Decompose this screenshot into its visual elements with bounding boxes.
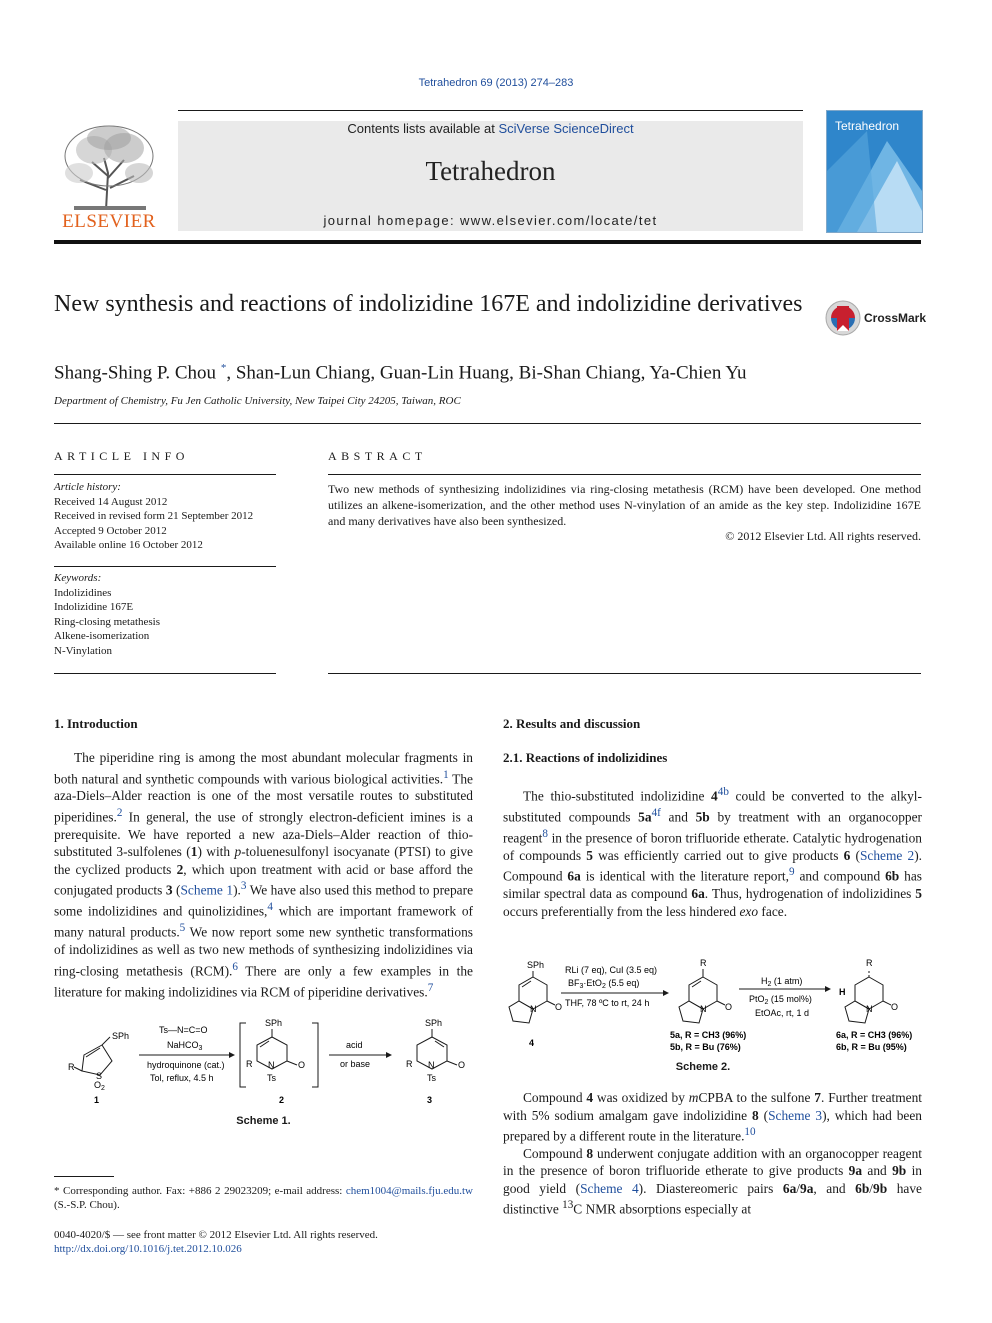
text-run: exo	[739, 903, 759, 919]
arrowhead	[663, 990, 669, 996]
compound-1-structure	[74, 1037, 112, 1075]
compound-number: 6a	[782, 1180, 797, 1196]
condition-organocopper: RLi (7 eq), CuI (3.5 eq)	[565, 965, 658, 975]
compound-number: 6b	[885, 868, 900, 884]
text-run: and	[862, 1163, 893, 1179]
n-label: N	[268, 1060, 275, 1070]
text-run: /	[796, 1180, 800, 1196]
reagent-toluene: Tol, reflux, 4.5 h	[150, 1073, 214, 1083]
contents-prefix: Contents lists available at	[347, 121, 499, 136]
abstract-heading: ABSTRACT	[328, 449, 427, 463]
ts-label: Ts	[267, 1073, 276, 1083]
o-label: O	[458, 1060, 466, 1070]
compound-number: 5	[915, 886, 922, 902]
journal-cover	[826, 110, 923, 233]
header-rule	[54, 240, 921, 244]
citation-ref[interactable]: 8	[542, 827, 548, 840]
info-rule	[54, 474, 276, 475]
results-text-2	[503, 1089, 922, 1218]
footnote-rule	[54, 1176, 114, 1177]
footnote-tail: (S.-S.P. Chou).	[54, 1199, 120, 1211]
text-run: ). Compound	[503, 847, 923, 884]
text-run: in the presence of boron trifluoride etherate. Catalytic hydrogenation of compounds	[503, 830, 922, 863]
introduction-text	[54, 749, 473, 1001]
compound-4-structure	[509, 971, 555, 1023]
keywords-label: Keywords:	[54, 572, 102, 584]
bracket-left	[240, 1023, 246, 1087]
compound-5-structure	[679, 969, 725, 1023]
citation-ref[interactable]: 1	[443, 768, 449, 781]
text-run: There are only a few examples in the literature for making indolizidines via RCM of piperidine derivatives.	[54, 963, 473, 1000]
text-run: was oxidized by	[593, 1090, 689, 1105]
compound-number: 5	[586, 847, 593, 863]
n-label: N	[530, 1004, 537, 1014]
o2-subscript: 2	[101, 1085, 105, 1092]
compound-number: 6b	[855, 1180, 870, 1196]
keyword: Alkene-isomerization	[54, 630, 150, 642]
abstract-bottom-rule	[328, 673, 921, 674]
text-run: -toluenesulfonyl isocyanate (PTSI) to give the cyclized products	[54, 844, 473, 877]
citation-ref[interactable]: 4b	[717, 786, 729, 798]
info-bottom-rule	[54, 673, 276, 674]
text-run: have distinctive	[503, 1180, 922, 1217]
journal-title: Tetrahedron	[425, 156, 556, 186]
cover-title: Tetrahedron	[835, 119, 900, 133]
compound-number: 8	[586, 1145, 594, 1161]
text-run: /	[869, 1180, 874, 1196]
r-label: R	[68, 1062, 75, 1072]
o-label: O	[298, 1060, 306, 1070]
citation-ref[interactable]: 7	[427, 981, 434, 994]
scheme-link[interactable]: Scheme 1	[180, 882, 234, 898]
scheme-1-figure	[54, 1015, 473, 1130]
journal-homepage[interactable]: journal homepage: www.elsevier.com/locate/tet	[323, 213, 658, 228]
text-run: underwent conjugate addition with an organocopper reagent in the presence of boron trifluoride etherate to give products	[503, 1145, 922, 1179]
scheme-2-caption: Scheme 2.	[675, 1061, 731, 1073]
text-run: was efficiently carried out to give products	[592, 847, 844, 863]
corresponding-author-footnote	[54, 1184, 473, 1212]
citation-ref[interactable]: 10	[744, 1126, 756, 1138]
text-run: In general, the use of strongly electron-deficient imines is a prerequisite. We have reported a new aza-Diels–Alder reaction of thio-substituted 3-sulfolenes (	[54, 809, 473, 860]
compound-number: 8	[751, 1107, 759, 1123]
scheme-link[interactable]: Scheme 2	[859, 847, 915, 863]
compound-label-2: 2	[279, 1095, 285, 1105]
condition-pto2: PtO$_2$ (15 mol%)	[749, 994, 812, 1006]
keyword: Indolizidines	[54, 586, 112, 599]
issn-line: 0040-4020/$ — see front matter © 2012 Elsevier Ltd. All rights reserved.	[54, 1229, 378, 1241]
text-run: Compound	[523, 1090, 587, 1105]
arrowhead	[825, 986, 831, 992]
compound-6-structure	[845, 969, 891, 1023]
text-run: The aza-Diels–Alder reaction is one of the most versatile routes to substituted piperidines.	[54, 770, 473, 825]
compound-label-6a: 6a, R = CH3 (96%)	[836, 1030, 913, 1040]
condition-etoac: EtOAc, rt, 1 d	[755, 1008, 810, 1018]
compound-number: 1	[190, 844, 198, 860]
text-run: We now report some new synthetic transformations of indolizidines as well as two new methods of synthesizing indolizidines via ring-closing metathesis (RCM).	[54, 924, 473, 979]
scheme-link[interactable]: Scheme 4	[580, 1180, 639, 1196]
title-rule	[54, 423, 921, 424]
compound-number: 9a	[800, 1180, 814, 1196]
paragraph	[503, 1145, 922, 1218]
compound-number: 6	[843, 847, 851, 863]
reagent-nahco3: NaHCO$_3$	[167, 1040, 203, 1052]
o-label: O	[555, 1002, 563, 1012]
text-run: m	[688, 1090, 699, 1105]
masthead-top-rule	[178, 110, 803, 111]
compound-number: 9b	[873, 1180, 888, 1196]
compound-number: 7	[814, 1090, 821, 1105]
sph-label: SPh	[112, 1031, 130, 1041]
citation-ref[interactable]: 4f	[651, 806, 661, 819]
compound-label-1: 1	[94, 1095, 100, 1105]
text-run: The thio-substituted indolizidine	[523, 788, 712, 804]
text-run: We have also used this method to prepare some indolizidines and quinolizidines,	[54, 882, 474, 919]
citation-ref[interactable]: 3	[240, 880, 247, 893]
compound-label-5a: 5a, R = CH3 (96%)	[670, 1030, 747, 1040]
h-label: H	[839, 987, 846, 997]
citation-ref[interactable]: 4	[267, 901, 273, 914]
article-info-heading: ARTICLE INFO	[54, 449, 189, 463]
author-coauthors: , Shan-Lun Chiang, Guan-Lin Huang, Bi-Shan Chiang, Ya-Chien Yu	[226, 362, 747, 384]
r-label: R	[246, 1059, 253, 1069]
abstract-text: Two new methods of synthesizing indolizidines via ring-closing metathesis (RCM) have been developed. One method utilizes an alkene-isomerization, and the other method uses N-vinylation of an amide as the key step. Indolizidine 167E and many derivatives have also been synthesized.	[328, 482, 921, 528]
abstract-rule	[328, 474, 921, 475]
compound-2-structure	[257, 1029, 297, 1069]
text-run: The piperidine ring is among the most abundant molecular fragments in both natural and synthetic compounds with various biological activities.	[54, 750, 473, 786]
journal-citation[interactable]: Tetrahedron 69 (2013) 274–283	[418, 77, 574, 89]
citation-ref[interactable]: 9	[788, 866, 795, 879]
text-run: , which upon treatment with acid or base afford the conjugated products	[54, 861, 473, 898]
n-label: N	[428, 1060, 435, 1070]
keyword: Indolizidine 167E	[54, 601, 134, 613]
email-link[interactable]: chem1004@mails.fju.edu.tw	[345, 1185, 473, 1197]
isotope-superscript: 13	[562, 1199, 574, 1212]
compound-label-5b: 5b, R = Bu (76%)	[670, 1042, 741, 1052]
reagent-base: or base	[340, 1059, 371, 1069]
sph-label: SPh	[527, 960, 545, 970]
text-run: . Thus, hydrogenation of indolizidines	[704, 886, 916, 902]
text-run: p	[234, 844, 242, 860]
text-run: by treatment with an organocopper reagent	[503, 809, 923, 846]
text-run: in good yield (	[503, 1163, 923, 1196]
text-run: (	[758, 1107, 769, 1123]
history-online: Available online 16 October 2012	[54, 539, 203, 551]
paragraph	[503, 1089, 922, 1145]
citation-ref[interactable]: 2	[116, 806, 123, 819]
affiliation: Department of Chemistry, Fu Jen Catholic University, New Taipei City 24205, Taiwan, ROC	[54, 395, 461, 407]
arrowhead	[386, 1052, 392, 1058]
text-run: could be converted to the alkyl-substituted compounds	[503, 788, 922, 825]
history-accepted: Accepted 9 October 2012	[54, 524, 167, 537]
paragraph	[54, 749, 473, 1001]
compound-number: 9b	[892, 1163, 907, 1179]
compound-number: 4	[711, 788, 718, 804]
bracket-right	[312, 1023, 318, 1087]
doi-link[interactable]: http://dx.doi.org/10.1016/j.tet.2012.10.026	[54, 1243, 242, 1255]
crossmark-label[interactable]: CrossMark	[864, 311, 927, 325]
section-heading-introduction: 1. Introduction	[54, 716, 138, 731]
compound-number: 5b	[695, 809, 710, 825]
text-run: has similar spectral data as compound	[503, 868, 922, 902]
reagent-ptsi: Ts—N=C=O	[159, 1025, 208, 1035]
text-run: face.	[758, 903, 788, 919]
condition-h2: $H_2$ (1 atm)	[761, 976, 803, 988]
keyword: Ring-closing metathesis	[54, 615, 161, 628]
text-run: and	[660, 809, 696, 825]
text-run: ). Diastereomeric pairs	[638, 1180, 783, 1196]
compound-number: 4	[586, 1090, 594, 1105]
o-label: O	[891, 1002, 899, 1012]
compound-number: 6a	[567, 868, 581, 884]
contents-line	[178, 121, 803, 136]
article-history	[54, 480, 253, 553]
text-run: ) with	[197, 844, 235, 860]
text-run: , and	[813, 1180, 856, 1196]
condition-thf: THF, 78 ºC to rt, 24 h	[565, 998, 650, 1008]
text-run: is identical with the literature report,	[580, 868, 789, 884]
keyword: N-Vinylation	[54, 644, 112, 657]
n-label: N	[700, 1004, 707, 1014]
text-run: Compound	[523, 1145, 587, 1161]
reagent-hydroquinone: hydroquinone (cat.)	[147, 1060, 225, 1070]
paragraph	[503, 784, 922, 920]
scheme-link[interactable]: Scheme 3	[768, 1107, 823, 1123]
compound-number: 5a	[638, 809, 652, 825]
arrowhead	[229, 1052, 235, 1058]
sciencedirect-link[interactable]: SciVerse ScienceDirect	[498, 121, 634, 136]
o-label: O	[725, 1002, 733, 1012]
text-run: which are important framework of many natural products.	[54, 903, 473, 940]
citation-ref[interactable]: 6	[232, 960, 238, 973]
text-run: . Further treatment with 5% sodium amalgam gave indolizidine	[503, 1090, 923, 1123]
r-label: R	[700, 958, 707, 968]
history-revised: Received in revised form 21 September 2012	[54, 510, 254, 522]
compound-number: 2	[176, 861, 184, 877]
s-label: S	[96, 1071, 103, 1081]
corresponding-mark[interactable]: *	[220, 362, 227, 374]
sph-label: SPh	[265, 1018, 283, 1028]
article-title: New synthesis and reactions of indolizidine 167E and indolizidine derivatives	[54, 291, 803, 317]
reagent-acid: acid	[346, 1040, 363, 1050]
compound-label-3: 3	[427, 1095, 433, 1105]
publisher-name: ELSEVIER	[62, 211, 156, 232]
scheme-1-caption: Scheme 1.	[236, 1115, 291, 1127]
o-label: O	[94, 1080, 102, 1090]
sph-label: SPh	[425, 1018, 443, 1028]
compound-number: 9a	[848, 1163, 863, 1179]
subsection-heading-reactions: 2.1. Reactions of indolizidines	[503, 750, 668, 765]
results-text-1	[503, 784, 922, 920]
compound-3-structure	[417, 1029, 457, 1069]
abstract-copyright: © 2012 Elsevier Ltd. All rights reserved.	[725, 529, 921, 543]
footnote-text: * Corresponding author. Fax: +886 2 29023209; e-mail address:	[54, 1185, 346, 1197]
author-list	[54, 362, 746, 384]
section-heading-results: 2. Results and discussion	[503, 716, 641, 731]
text-run: (	[850, 847, 860, 863]
ts-label: Ts	[427, 1073, 436, 1083]
citation-ref[interactable]: 5	[179, 922, 186, 935]
front-matter-info	[54, 1228, 378, 1256]
scheme-2-figure	[503, 955, 922, 1065]
author-corresponding[interactable]: Shang-Shing P. Chou	[54, 362, 217, 384]
text-run: C NMR absorptions especially at	[573, 1201, 752, 1217]
text-run: CPBA to the sulfone	[698, 1090, 815, 1105]
text-run: ).	[233, 882, 241, 898]
history-label: Article history:	[54, 481, 121, 493]
r-label: R	[866, 958, 873, 968]
compound-number: 3	[165, 882, 173, 898]
n-label: N	[866, 1004, 873, 1014]
text-run: (	[172, 882, 181, 898]
text-run: occurs preferentially from the less hindered	[503, 903, 740, 919]
compound-label-4: 4	[529, 1038, 535, 1048]
history-received: Received 14 August 2012	[54, 495, 168, 508]
r-label: R	[406, 1059, 413, 1069]
compound-number: 6a	[691, 886, 705, 902]
text-run: ), which had been prepared by a different route in the literature.	[503, 1107, 922, 1144]
text-run: and compound	[794, 868, 886, 884]
keywords-list	[54, 571, 160, 658]
condition-bf3: $BF_3\cdot EtO_2$ (5.5 eq)	[568, 978, 640, 990]
compound-label-6b: 6b, R = Bu (95%)	[836, 1042, 907, 1052]
keywords-rule	[54, 566, 276, 567]
